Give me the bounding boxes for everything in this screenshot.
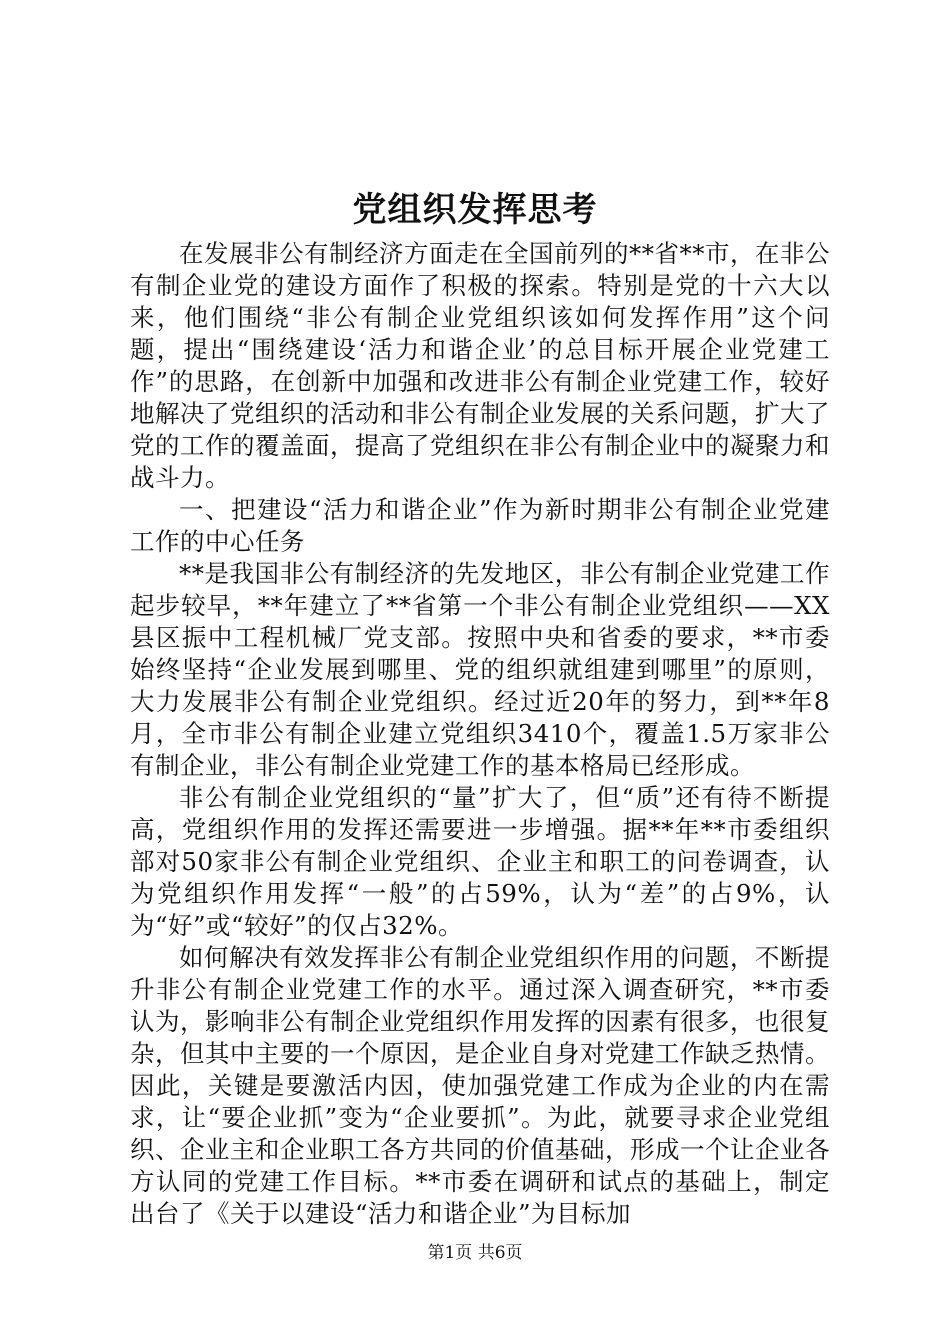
section-heading-1: 一、把建设“活力和谐企业”作为新时期非公有制企业党建工作的中心任务 xyxy=(130,495,830,556)
paragraph-background: **是我国非公有制经济的先发地区，非公有制企业党建工作起步较早，**年建立了**省第一个非公有制企业党组织——XX县区振中工程机械厂党支部。按照中央和省委的要求，**市委始终坚持“企业发展到哪里、党的组织就组建到哪里”的原则，大力发展非公有制企业党组织。经过近20年的努力，到**年8月，全市非公有制企业建立党组织3410个，覆盖1.5万家非公有制企业，非公有制企业党建工作的基本格局已经形成。 xyxy=(130,559,830,780)
document-body xyxy=(130,238,830,1230)
page-footer: 第1页 共6页 xyxy=(427,1243,523,1263)
paragraph-solution: 如何解决有效发挥非公有制企业党组织作用的问题，不断提升非公有制企业党建工作的水平。通过深入调查研究，**市委认为，影响非公有制企业党组织作用发挥的因素有很多，也很复杂，但其中主要的一个原因，是企业自身对党建工作缺乏热情。因此，关键是要激活内因，使加强党建工作成为企业的内在需求，让“要企业抓”变为“企业要抓”。为此，就要寻求企业党组织、企业主和企业职工各方共同的价值基础，形成一个让企业各方认同的党建工作目标。**市委在调研和试点的基础上，制定出台了《关于以建设“活力和谐企业”为目标加 xyxy=(130,943,830,1228)
paragraph-survey: 非公有制企业党组织的“量”扩大了，但“质”还有待不断提高，党组织作用的发挥还需要进一步增强。据**年**市委组织部对50家非公有制企业党组织、企业主和职工的问卷调查，认为党组织作用发挥“一般”的占59%，认为“差”的占9%，认为“好”或“较好”的仅占32%。 xyxy=(130,783,830,940)
paragraph-intro: 在发展非公有制经济方面走在全国前列的**省**市，在非公有制企业党的建设方面作了积极的探索。特别是党的十六大以来，他们围绕“非公有制企业党组织该如何发挥作用”这个问题，提出“围绕建设‘活力和谐企业’的总目标开展企业党建工作”的思路，在创新中加强和改进非公有制企业党建工作，较好地解决了党组织的活动和非公有制企业发展的关系问题，扩大了党的工作的覆盖面，提高了党组织在非公有制企业中的凝聚力和战斗力。 xyxy=(130,239,830,492)
document-title: 党组织发挥思考 xyxy=(352,190,598,230)
